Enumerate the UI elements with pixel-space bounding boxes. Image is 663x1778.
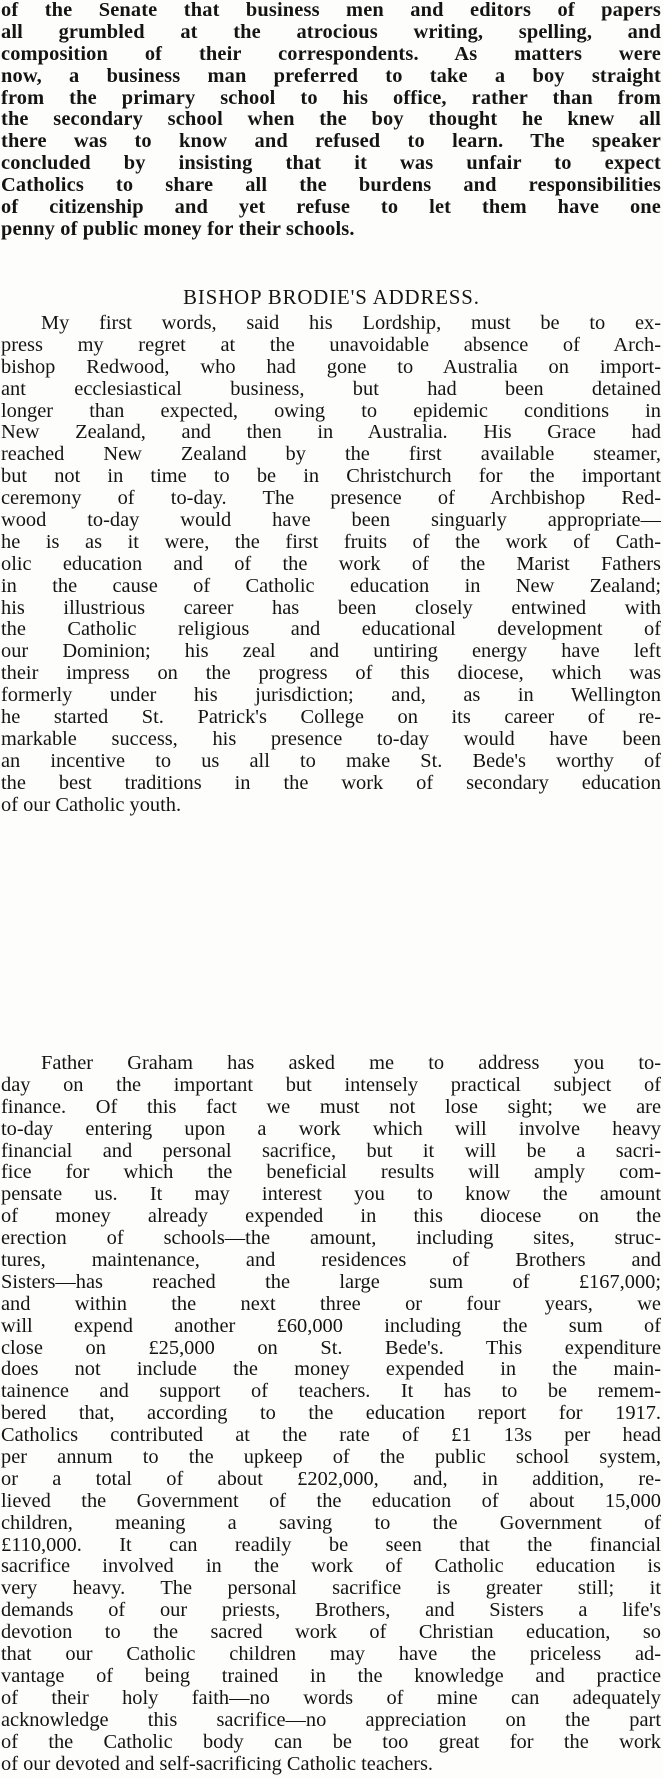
text-line: tures, maintenance, and residences of Brothers and <box>1 1250 661 1272</box>
intro-paragraph <box>1 0 661 241</box>
text-line: of their holy faith—no words of mine can adequately <box>1 1687 661 1709</box>
text-line: erection of schools—the amount, including sites, struc- <box>1 1228 661 1250</box>
text-line: fice for which the beneficial results will amply com- <box>1 1162 661 1184</box>
text-line: of our Catholic youth. <box>1 794 182 816</box>
text-line: formerly under his jurisdiction; and, as in Wellington <box>1 685 661 707</box>
text-line: will expend another £60,000 including the sum of <box>1 1315 661 1337</box>
text-line: per annum to the upkeep of the public school system, <box>1 1447 661 1469</box>
text-line: of the Senate that business men and editors of papers <box>1 0 661 21</box>
text-line: penny of public money for their schools. <box>1 218 355 240</box>
text-line: vantage of being trained in the knowledge and practice <box>1 1665 661 1687</box>
text-line: My first words, said his Lordship, must be to ex- <box>41 313 661 334</box>
text-line: ant ecclesiastical business, but had been detained <box>1 378 661 400</box>
text-line: bered that, according to the education report for 1917. <box>1 1403 661 1425</box>
text-line: acknowledge this sacrifice—no appreciation on the part <box>1 1709 661 1731</box>
text-line: finance. Of this fact we must not lose sight; we are <box>1 1096 661 1118</box>
text-line: financial and personal sacrifice, but it will be a sacri- <box>1 1140 661 1162</box>
text-line: that our Catholic children may have the priceless ad- <box>1 1644 661 1666</box>
text-line: Father Graham has asked me to address you to- <box>41 1053 661 1074</box>
text-line: longer than expected, owing to epidemic conditions in <box>1 400 661 422</box>
text-line: their impress on the progress of this diocese, which was <box>1 663 661 685</box>
text-line: press my regret at the unavoidable absence of Arch- <box>1 334 661 356</box>
text-line: bishop Redwood, who had gone to Australia on import- <box>1 356 661 378</box>
text-line: now, a business man preferred to take a boy straight <box>1 65 661 87</box>
text-line: our Dominion; his zeal and untiring energy have left <box>1 641 661 663</box>
text-line: close on £25,000 on St. Bede's. This expenditure <box>1 1337 661 1359</box>
text-line: his illustrious career has been closely entwined with <box>1 597 661 619</box>
text-line: Catholics contributed at the rate of £1 13s per head <box>1 1425 661 1447</box>
text-line: Sisters—has reached the large sum of £167,000; <box>1 1271 661 1293</box>
text-line: very heavy. The personal sacrifice is greater still; it <box>1 1578 661 1600</box>
text-line: he started St. Patrick's College on its career of re- <box>1 707 661 729</box>
address-paragraph-2 <box>1 1053 661 1775</box>
address-paragraph-1 <box>1 313 661 816</box>
text-line: of money already expended in this diocese on the <box>1 1206 661 1228</box>
text-line: all grumbled at the atrocious writing, spelling, and <box>1 21 661 43</box>
text-line: of citizenship and yet refuse to let them have one <box>1 197 661 219</box>
text-line: lieved the Government of the education of about 15,000 <box>1 1490 661 1512</box>
text-line: composition of their correspondents. As matters were <box>1 43 661 65</box>
text-line: devotion to the sacred work of Christian education, so <box>1 1622 661 1644</box>
text-line: the secondary school when the boy thought he knew all <box>1 109 661 131</box>
text-line: reached New Zealand by the first available steamer, <box>1 444 661 466</box>
text-line: Catholics to share all the burdens and responsibilities <box>1 175 661 197</box>
text-line: and within the next three or four years, we <box>1 1293 661 1315</box>
text-line: pensate us. It may interest you to know the amount <box>1 1184 661 1206</box>
text-line: children, meaning a saving to the Government of <box>1 1512 661 1534</box>
section-heading: BISHOP BRODIE'S ADDRESS. <box>183 286 480 309</box>
text-line: demands of our priests, Brothers, and Sisters a life's <box>1 1600 661 1622</box>
text-line: from the primary school to his office, rather than from <box>1 87 661 109</box>
text-line: tainence and support of teachers. It has to be remem- <box>1 1381 661 1403</box>
text-line: does not include the money expended in the main- <box>1 1359 661 1381</box>
text-line: £110,000. It can readily be seen that the financial <box>1 1534 661 1556</box>
text-line: or a total of about £202,000, and, in addition, re- <box>1 1468 661 1490</box>
text-line: the Catholic religious and educational development of <box>1 619 661 641</box>
text-line: day on the important but intensely practical subject of <box>1 1074 661 1096</box>
text-line: wood to-day would have been singuarly appropriate— <box>1 510 661 532</box>
text-line: ceremony of to-day. The presence of Archbishop Red- <box>1 488 661 510</box>
text-line: of our devoted and self-sacrificing Catholic teachers. <box>1 1753 433 1775</box>
text-line: there was to know and refused to learn. The speaker <box>1 131 661 153</box>
text-line: to-day entering upon a work which will involve heavy <box>1 1118 661 1140</box>
text-line: an incentive to us all to make St. Bede's worthy of <box>1 750 661 772</box>
text-line: he is as it were, the first fruits of the work of Cath- <box>1 531 661 553</box>
text-line: concluded by insisting that it was unfair to expect <box>1 153 661 175</box>
text-line: markable success, his presence to-day would have been <box>1 728 661 750</box>
text-line: of the Catholic body can be too great for the work <box>1 1731 661 1753</box>
text-line: but not in time to be in Christchurch for the important <box>1 466 661 488</box>
text-line: the best traditions in the work of secondary education <box>1 772 661 794</box>
text-line: olic education and of the work of the Marist Fathers <box>1 553 661 575</box>
text-line: New Zealand, and then in Australia. His Grace had <box>1 422 661 444</box>
text-line: in the cause of Catholic education in New Zealand; <box>1 575 661 597</box>
text-line: sacrifice involved in the work of Catholic education is <box>1 1556 661 1578</box>
